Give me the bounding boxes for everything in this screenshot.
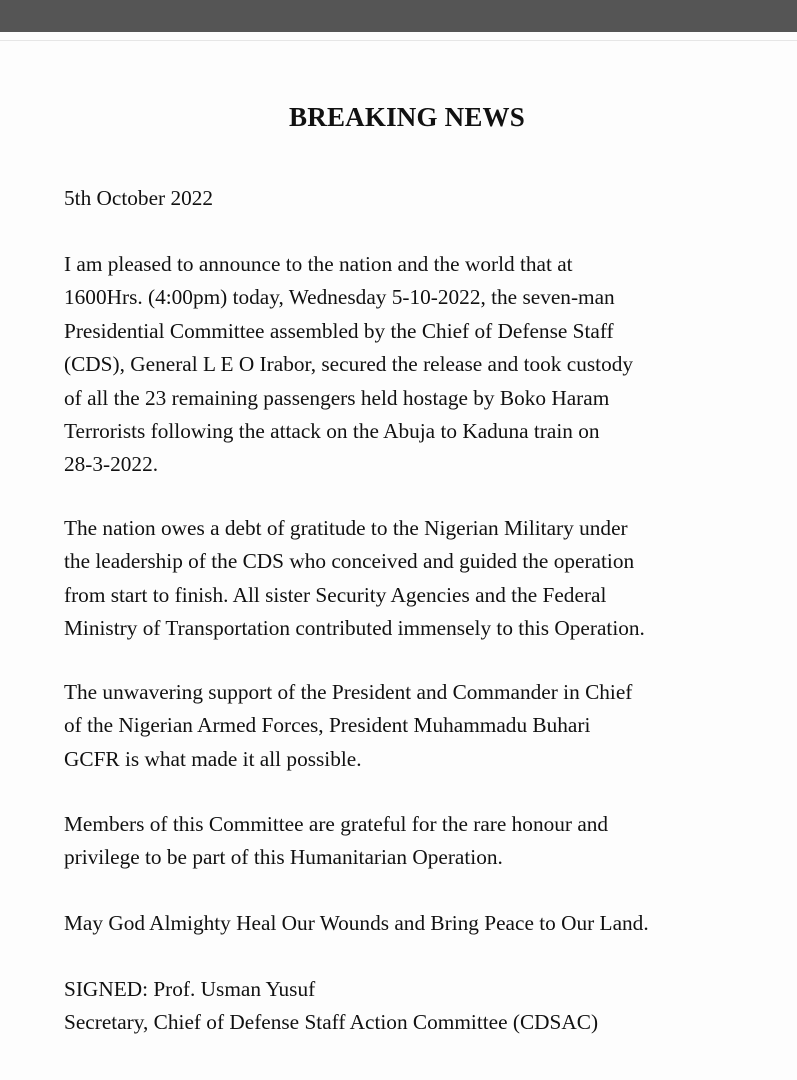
text-line: May God Almighty Heal Our Wounds and Bring Peace to Our Land. (64, 911, 649, 935)
text-line: privilege to be part of this Humanitarian Operation. (64, 845, 503, 870)
paragraph-gratitude (64, 512, 764, 646)
signed-line: SIGNED: Prof. Usman Yusuf (64, 977, 316, 1001)
paragraph-support (64, 676, 764, 776)
text-line: 28-3-2022. (64, 452, 159, 477)
paragraph-announcement (64, 248, 764, 482)
text-line: The nation owes a debt of gratitude to the Nigerian Military under (64, 516, 628, 540)
text-line: of the Nigerian Armed Forces, President Muhammadu Buhari (64, 713, 591, 738)
document-title: BREAKING NEWS (289, 102, 525, 132)
text-line: Terrorists following the attack on the Abuja to Kaduna train on (64, 419, 600, 444)
text-line: Members of this Committee are grateful for the rare honour and (64, 812, 609, 836)
text-line: Presidential Committee assembled by the Chief of Defense Staff (64, 318, 614, 343)
text-line: I am pleased to announce to the nation and the world that at (64, 252, 573, 276)
paragraph-members (64, 808, 764, 875)
signature-block (64, 973, 764, 1040)
paragraph-prayer (64, 907, 764, 940)
text-line: GCFR is what made it all possible. (64, 746, 362, 771)
text-line: The unwavering support of the President and Commander in Chief (64, 680, 633, 704)
text-line: 1600Hrs. (4:00pm) today, Wednesday 5-10-2022, the seven-man (64, 285, 615, 310)
document-date (64, 182, 764, 215)
text-line: of all the 23 remaining passengers held hostage by Boko Haram (64, 385, 610, 410)
text-line: Ministry of Transportation contributed immensely to this Operation. (64, 616, 645, 641)
text-line: the leadership of the CDS who conceived and guided the operation (64, 549, 635, 574)
text-line: (CDS), General L E O Irabor, secured the release and took custody (64, 352, 634, 377)
date-text: 5th October 2022 (64, 186, 214, 210)
secretary-line: Secretary, Chief of Defense Staff Action Committee (CDSAC) (64, 1010, 599, 1035)
text-line: from start to finish. All sister Security Agencies and the Federal (64, 582, 607, 607)
